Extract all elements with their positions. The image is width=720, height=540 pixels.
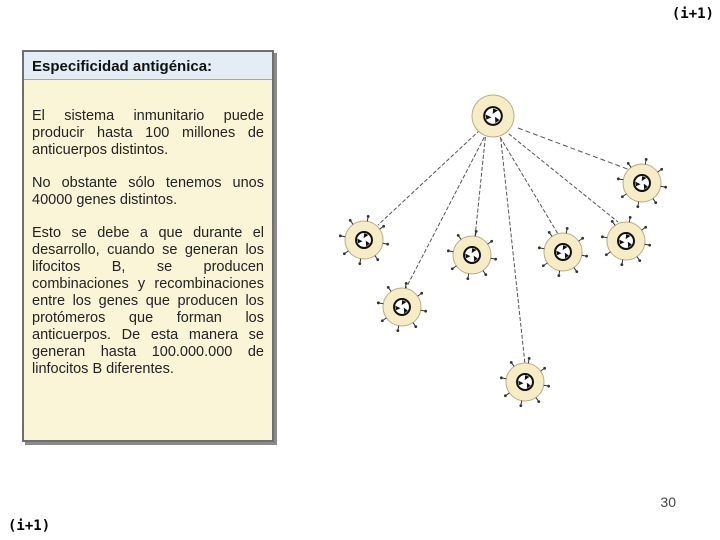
connector-line-lymphocyte-c: [475, 131, 486, 237]
lymphocyte-c: [447, 230, 497, 280]
connector-line-lymphocyte-g: [500, 132, 525, 364]
lymphocyte-parent: [472, 95, 514, 137]
lymphocyte-a: [617, 158, 667, 208]
connector-line-lymphocyte-d: [497, 132, 558, 234]
paragraph-gene-count: No obstante sólo tenemos unos 40000 genes distintos.: [32, 175, 264, 208]
paragraph-recombination: Esto se debe a que durante el desarrollo, cuando se generan los lifocitos B, se producen combinaciones y recombinaciones entre los genes que producen los protómeros que forman los anticuerpos. De esta manera se generan hasta 100.000.000 de linfocitos B diferentes.: [32, 225, 264, 377]
lymphocyte-f: [377, 282, 427, 332]
lymphocyte-e: [601, 216, 651, 266]
page-number: 30: [660, 494, 676, 510]
corner-label-bottom: (i+1): [8, 518, 51, 534]
paragraph-antibody-count: El sistema inmunitario puede producir hasta 100 millones de anticuerpos distintos.: [32, 108, 264, 158]
lymphocyte-d: [538, 227, 588, 277]
lymphocyte-b: [339, 215, 389, 265]
panel-title: Especificidad antigénica:: [24, 52, 272, 80]
cells-group: [339, 95, 667, 407]
corner-label-top: (i+1): [671, 6, 714, 22]
connector-line-lymphocyte-b: [378, 130, 480, 225]
lymphocyte-g: [500, 357, 550, 407]
connector-line-lymphocyte-a: [518, 128, 630, 170]
connector-line-lymphocyte-e: [504, 130, 618, 222]
connector-lines: [378, 128, 630, 364]
